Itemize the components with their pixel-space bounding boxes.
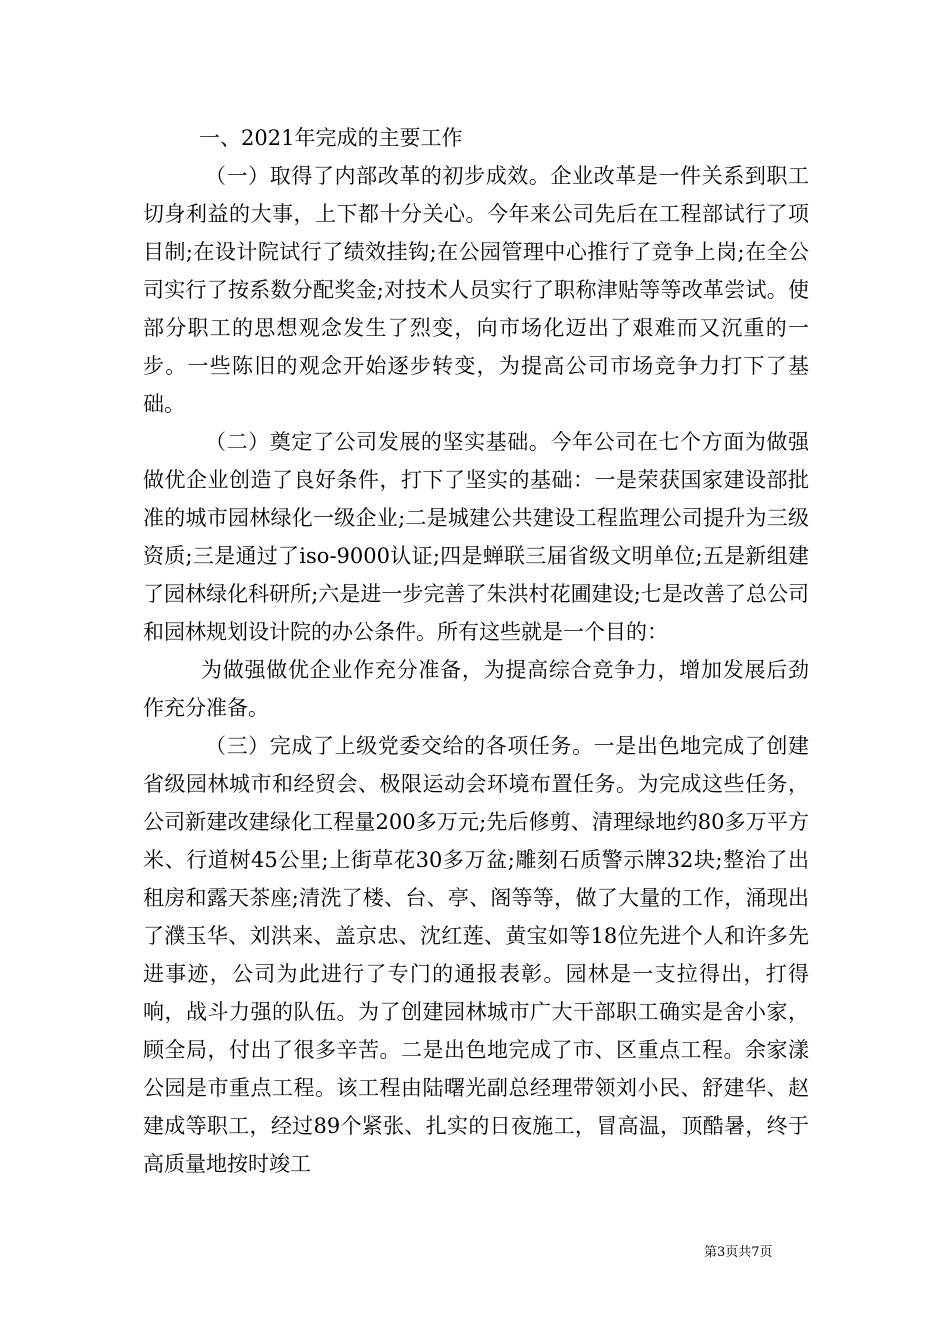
paragraph-reform: （一）取得了内部改革的初步成效。企业改革是一件关系到职工切身利益的大事，上下都十分关心。今年来公司先后在工程部试行了项目制;在设计院试行了绩效挂钩;在公园管理中心推行了竞争上岗;在全公司实行了按系数分配奖金;对技术人员实行了职称津贴等等改革尝试。使部分职工的思想观念发生了烈变，向市场化迈出了艰难而又沉重的一步。一些陈旧的观念开始逐步转变，为提高公司市场竞争力打下了基础。 [143,164,809,416]
section-heading: 一、2021年完成的主要工作 [199,126,463,150]
document-body [143,119,809,1183]
paragraph-tasks: （三）完成了上级党委交给的各项任务。一是出色地完成了创建省级园林城市和经贸会、极限运动会环境布置任务。为完成这些任务，公司新建改建绿化工程量200多万元;先后修剪、清理绿地约80多万平方米、行道树45公里;上街草花30多万盆;雕刻石质警示牌32块;整治了出租房和露天茶座;清洗了楼、台、亭、阁等等，做了大量的工作，涌现出了濮玉华、刘洪来、盖京忠、沈红莲、黄宝如等18位先进个人和许多先进事迹，公司为此进行了专门的通报表彰。园林是一支拉得出，打得响，战斗力强的队伍。为了创建园林城市广大干部职工确实是舍小家，顾全局，付出了很多辛苦。二是出色地完成了市、区重点工程。余家漾公园是市重点工程。该工程由陆曙光副总经理带领刘小民、舒建华、赵建成等职工，经过89个紧张、扎实的日夜施工，冒高温，顶酷暑，终于高质量地按时竣工 [143,734,809,1176]
paragraph-foundation: （二）奠定了公司发展的坚实基础。今年公司在七个方面为做强做优企业创造了良好条件，打下了坚实的基础：一是荣获国家建设部批准的城市园林绿化一级企业;二是城建公共建设工程监理公司提升为三级资质;三是通过了iso-9000认证;四是蝉联三届省级文明单位;五是新组建了园林绿化科研所;六是进一步完善了朱洪村花圃建设;七是改善了总公司和园林规划设计院的办公条件。所有这些就是一个目的： [143,430,809,644]
paragraph-preparation: 为做强做优企业作充分准备，为提高综合竞争力，增加发展后劲作充分准备。 [143,658,809,720]
page-number: 第3页共7页 [704,1245,773,1260]
